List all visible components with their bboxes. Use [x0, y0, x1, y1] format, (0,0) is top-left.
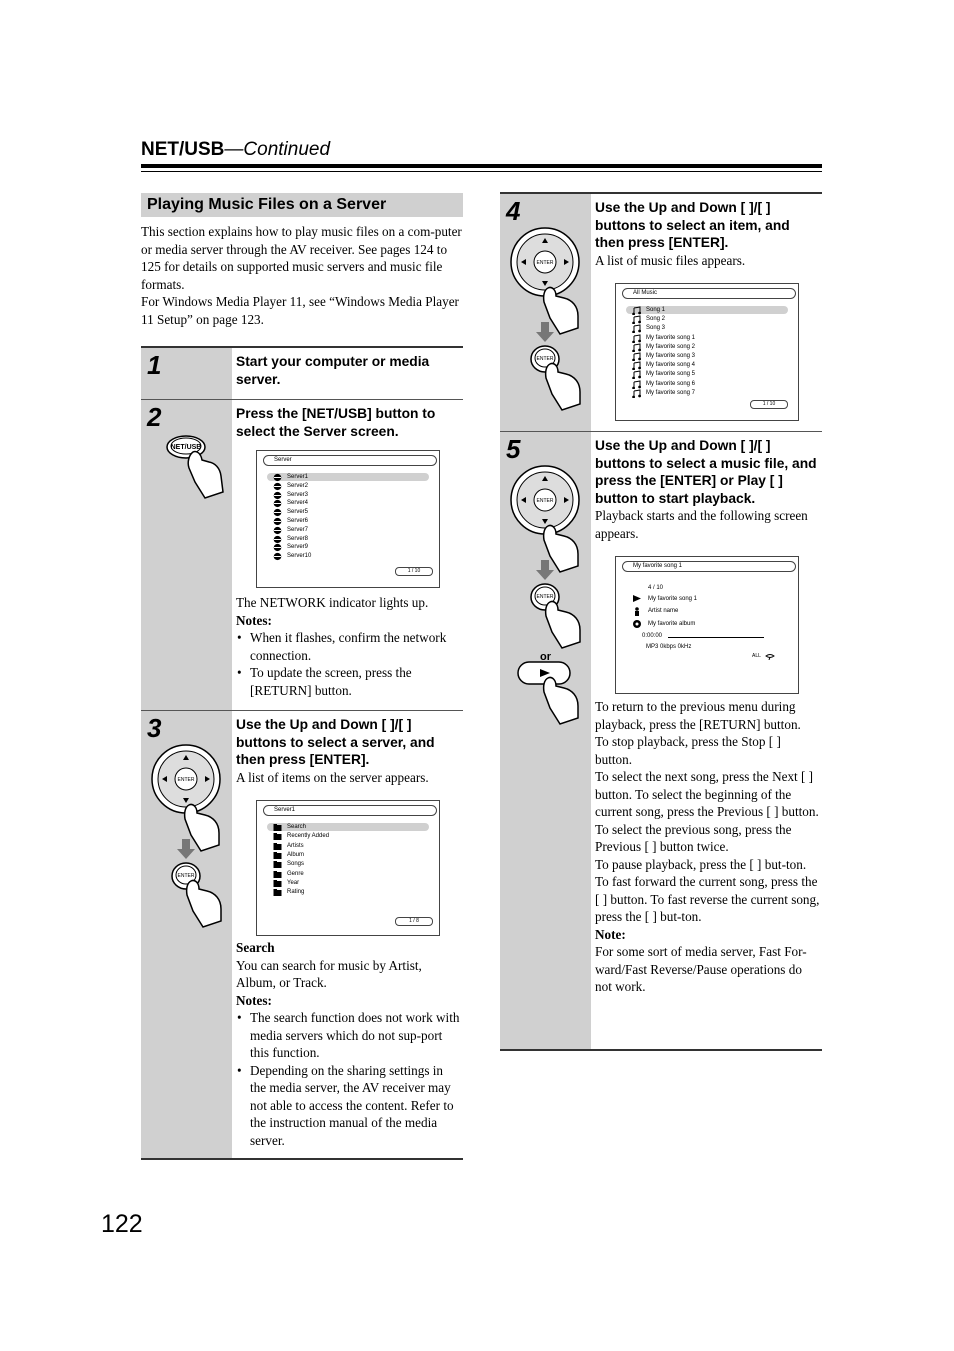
- search-text: You can search for music by Artist, Album, or Track.: [236, 957, 422, 990]
- list-item: My favorite song 5: [646, 371, 696, 378]
- list-item: My favorite song 1: [646, 334, 696, 341]
- playback-paragraph: To select the next song, press the Next [ ] button. To select the beginning of the current song, press the Previous [ ] button. To select the previous song, press the Previous [ ] button twice.: [595, 769, 819, 854]
- folder-icon: [273, 870, 282, 879]
- step-instruction: Use the Up and Down [ ]/[ ] buttons to select an item, and then press [ENTER].: [595, 200, 790, 250]
- section-title: Playing Music Files on a Server: [141, 193, 463, 217]
- music-list-screen: [615, 283, 799, 421]
- music-note-icon: [632, 370, 641, 379]
- folder-icon: [273, 851, 282, 860]
- notes-heading: Notes:: [236, 612, 272, 628]
- play-icon: [632, 594, 642, 603]
- intro-text: [141, 223, 463, 328]
- music-note-icon: [632, 343, 641, 352]
- server-icon: [273, 482, 282, 491]
- running-header: [141, 139, 330, 161]
- step-body: [595, 199, 820, 269]
- list-item: Year: [287, 879, 300, 886]
- server-list-screen: [256, 450, 440, 588]
- list-item: Server8: [287, 535, 309, 542]
- folder-icon: [273, 832, 282, 841]
- music-note-icon: [632, 361, 641, 370]
- note-item: • To update the screen, press the [RETURN] button.: [250, 664, 461, 699]
- list-item: Server2: [287, 482, 309, 489]
- format-info: MP3 0kbps 0kHz: [646, 644, 692, 650]
- server-icon: [273, 552, 282, 561]
- music-note-icon: [632, 380, 641, 389]
- dpad-enter-hand-icon: [508, 226, 592, 416]
- enter-label: ENTER: [177, 873, 195, 879]
- playback-screen: [615, 556, 799, 694]
- screen-title: Server1: [263, 805, 437, 816]
- dpad-enter-hand-icon: [149, 743, 233, 933]
- album-name: My favorite album: [648, 621, 696, 627]
- search-heading: Search: [236, 940, 275, 955]
- step-instruction: Press the [NET/USB] button to select the Server screen.: [236, 406, 436, 439]
- step-number: 5: [506, 434, 521, 464]
- list-item: Song 3: [646, 325, 666, 332]
- svg-text:ENTER: ENTER: [536, 594, 554, 600]
- server-icon: [273, 543, 282, 552]
- note-item: • The search function does not work with media servers which do not sup-port this function.: [250, 1009, 461, 1062]
- list-item: My favorite song 7: [646, 389, 696, 396]
- step-number: 1: [147, 350, 162, 380]
- step-result: Playback starts and the following screen appears.: [595, 508, 808, 541]
- server-icon: [273, 491, 282, 500]
- screen-title: All Music: [622, 288, 796, 299]
- folder-icon: [273, 860, 282, 869]
- song-name: My favorite song 1: [648, 596, 698, 602]
- step-result: The NETWORK indicator lights up.: [236, 595, 429, 610]
- folder-icon: [273, 842, 282, 851]
- step-3: [141, 711, 463, 1156]
- server-icon: [273, 517, 282, 526]
- step-explanation: [595, 698, 820, 996]
- step-5: [500, 432, 822, 1047]
- step-result: A list of music files appears.: [595, 252, 746, 268]
- step-body: [236, 405, 461, 440]
- playback-paragraph: To pause playback, press the [ ] but-ton. To fast forward the current song, press the [ ] button. To fast reverse the current song, press the [ ] but-ton.: [595, 856, 820, 924]
- playback-paragraph: To return to the previous menu during playback, press the [RETURN] button.: [595, 699, 801, 732]
- step-notes: [236, 594, 461, 699]
- note-item: • When it flashes, confirm the network connection.: [250, 629, 461, 664]
- step-1: [141, 348, 463, 399]
- repeat-icon: [764, 653, 776, 660]
- notes-list: [236, 1009, 461, 1149]
- note-item: • Depending on the sharing settings in the media server, the AV receiver may not able to access the content. Refer to the instruction manual of the media server.: [250, 1062, 461, 1150]
- list-item: Server10: [287, 553, 312, 560]
- server-icon: [273, 508, 282, 517]
- list-item: Album: [287, 851, 305, 858]
- server-icon: [273, 535, 282, 544]
- list-item: My favorite song 3: [646, 353, 696, 359]
- step-2: [141, 400, 463, 710]
- or-label: or: [540, 651, 551, 663]
- music-note-icon: [632, 315, 641, 324]
- step-instruction: Use the Up and Down [ ]/[ ] buttons to select a server, and then press [ENTER].: [236, 717, 435, 767]
- track-position: 4 / 10: [648, 585, 664, 591]
- playback-paragraph: To stop playback, press the Stop [ ] button.: [595, 734, 781, 767]
- artist-name: Artist name: [648, 608, 679, 614]
- page-indicator: 1 / 8: [395, 917, 433, 926]
- svg-text:ENTER: ENTER: [536, 498, 554, 504]
- step-instruction: Use the Up and Down [ ]/[ ] buttons to select a music file, and press the [ENTER] or Play [ ] button to start playback.: [595, 438, 817, 506]
- server-icon: [273, 473, 282, 482]
- music-note-icon: [632, 306, 641, 315]
- list-item: Song 2: [646, 316, 666, 323]
- list-item: Search: [287, 824, 307, 830]
- net-usb-button-hand-icon: [165, 432, 229, 502]
- list-item: Server6: [287, 518, 309, 524]
- intro-paragraph: This section explains how to play music files on a com-puter or media server through the AV receiver. See pages 124 to 125 for details on supported music servers and music file formats.: [141, 224, 462, 292]
- server-icon: [273, 526, 282, 535]
- step-number: 4: [506, 196, 521, 226]
- notes-list: [236, 629, 461, 699]
- music-note-icon: [632, 389, 641, 398]
- dpad-enter-play-hand-icon: [508, 464, 592, 734]
- repeat-mode: ALL: [752, 653, 761, 659]
- list-item: Genre: [287, 870, 304, 877]
- music-note-icon: [632, 352, 641, 361]
- list-item: My favorite song 4: [646, 362, 696, 369]
- header-continued: —Continued: [224, 139, 331, 160]
- list-item: Songs: [287, 861, 305, 868]
- list-item: Server3: [287, 491, 309, 498]
- note-heading: Note:: [595, 926, 626, 942]
- svg-text:ENTER: ENTER: [177, 777, 195, 783]
- list-item: My favorite song 2: [646, 343, 696, 350]
- list-item: My favorite song 6: [646, 380, 696, 387]
- page-number: 122: [101, 1210, 143, 1238]
- list-item: Song 1: [646, 307, 666, 313]
- music-note-icon: [632, 334, 641, 343]
- list-item: Server9: [287, 544, 309, 551]
- note-text: For some sort of media server, Fast For-ward/Fast Reverse/Pause operations do not work.: [595, 944, 807, 994]
- list-item: Rating: [287, 889, 305, 896]
- folder-icon: [273, 888, 282, 897]
- list-item: Server1: [287, 474, 309, 480]
- step-body: [595, 437, 820, 542]
- elapsed-time: 0:00:00: [642, 633, 663, 639]
- step-number: 2: [147, 402, 162, 432]
- step-number: 3: [147, 713, 162, 743]
- folder-icon: [273, 823, 282, 832]
- svg-text:ENTER: ENTER: [536, 356, 554, 362]
- server-icon: [273, 499, 282, 508]
- screen-title: Server: [263, 455, 437, 466]
- list-item: Artists: [287, 842, 304, 849]
- list-item: Server4: [287, 500, 309, 507]
- artist-icon: [633, 607, 641, 616]
- server-items-screen: [256, 800, 440, 936]
- list-item: Server7: [287, 526, 309, 533]
- list-item: Recently Added: [287, 833, 330, 840]
- page-indicator: 1 / 10: [750, 400, 788, 409]
- album-icon: [632, 619, 642, 629]
- right-steps: [500, 192, 822, 1051]
- list-item: Server5: [287, 509, 309, 516]
- screen-title: My favorite song 1: [622, 561, 796, 572]
- page-indicator: 1 / 10: [395, 567, 433, 576]
- progress-bar: [668, 637, 764, 638]
- header-rule: [141, 164, 822, 168]
- notes-heading: Notes:: [236, 992, 272, 1008]
- music-note-icon: [632, 324, 641, 333]
- header-rule-thin: [141, 171, 822, 172]
- net-usb-label: NET/USB: [170, 444, 202, 451]
- step-instruction: Start your computer or media server.: [236, 354, 430, 387]
- step-result: A list of items on the server appears.: [236, 769, 429, 785]
- intro-paragraph: For Windows Media Player 11, see “Windows Media Player 11 Setup” on page 123.: [141, 294, 459, 327]
- header-title: NET/USB: [141, 139, 225, 160]
- folder-icon: [273, 879, 282, 888]
- svg-text:ENTER: ENTER: [536, 260, 554, 266]
- step-notes: [236, 939, 461, 1149]
- step-body: [236, 716, 461, 786]
- left-steps: [141, 346, 463, 1160]
- step-4: [500, 194, 822, 431]
